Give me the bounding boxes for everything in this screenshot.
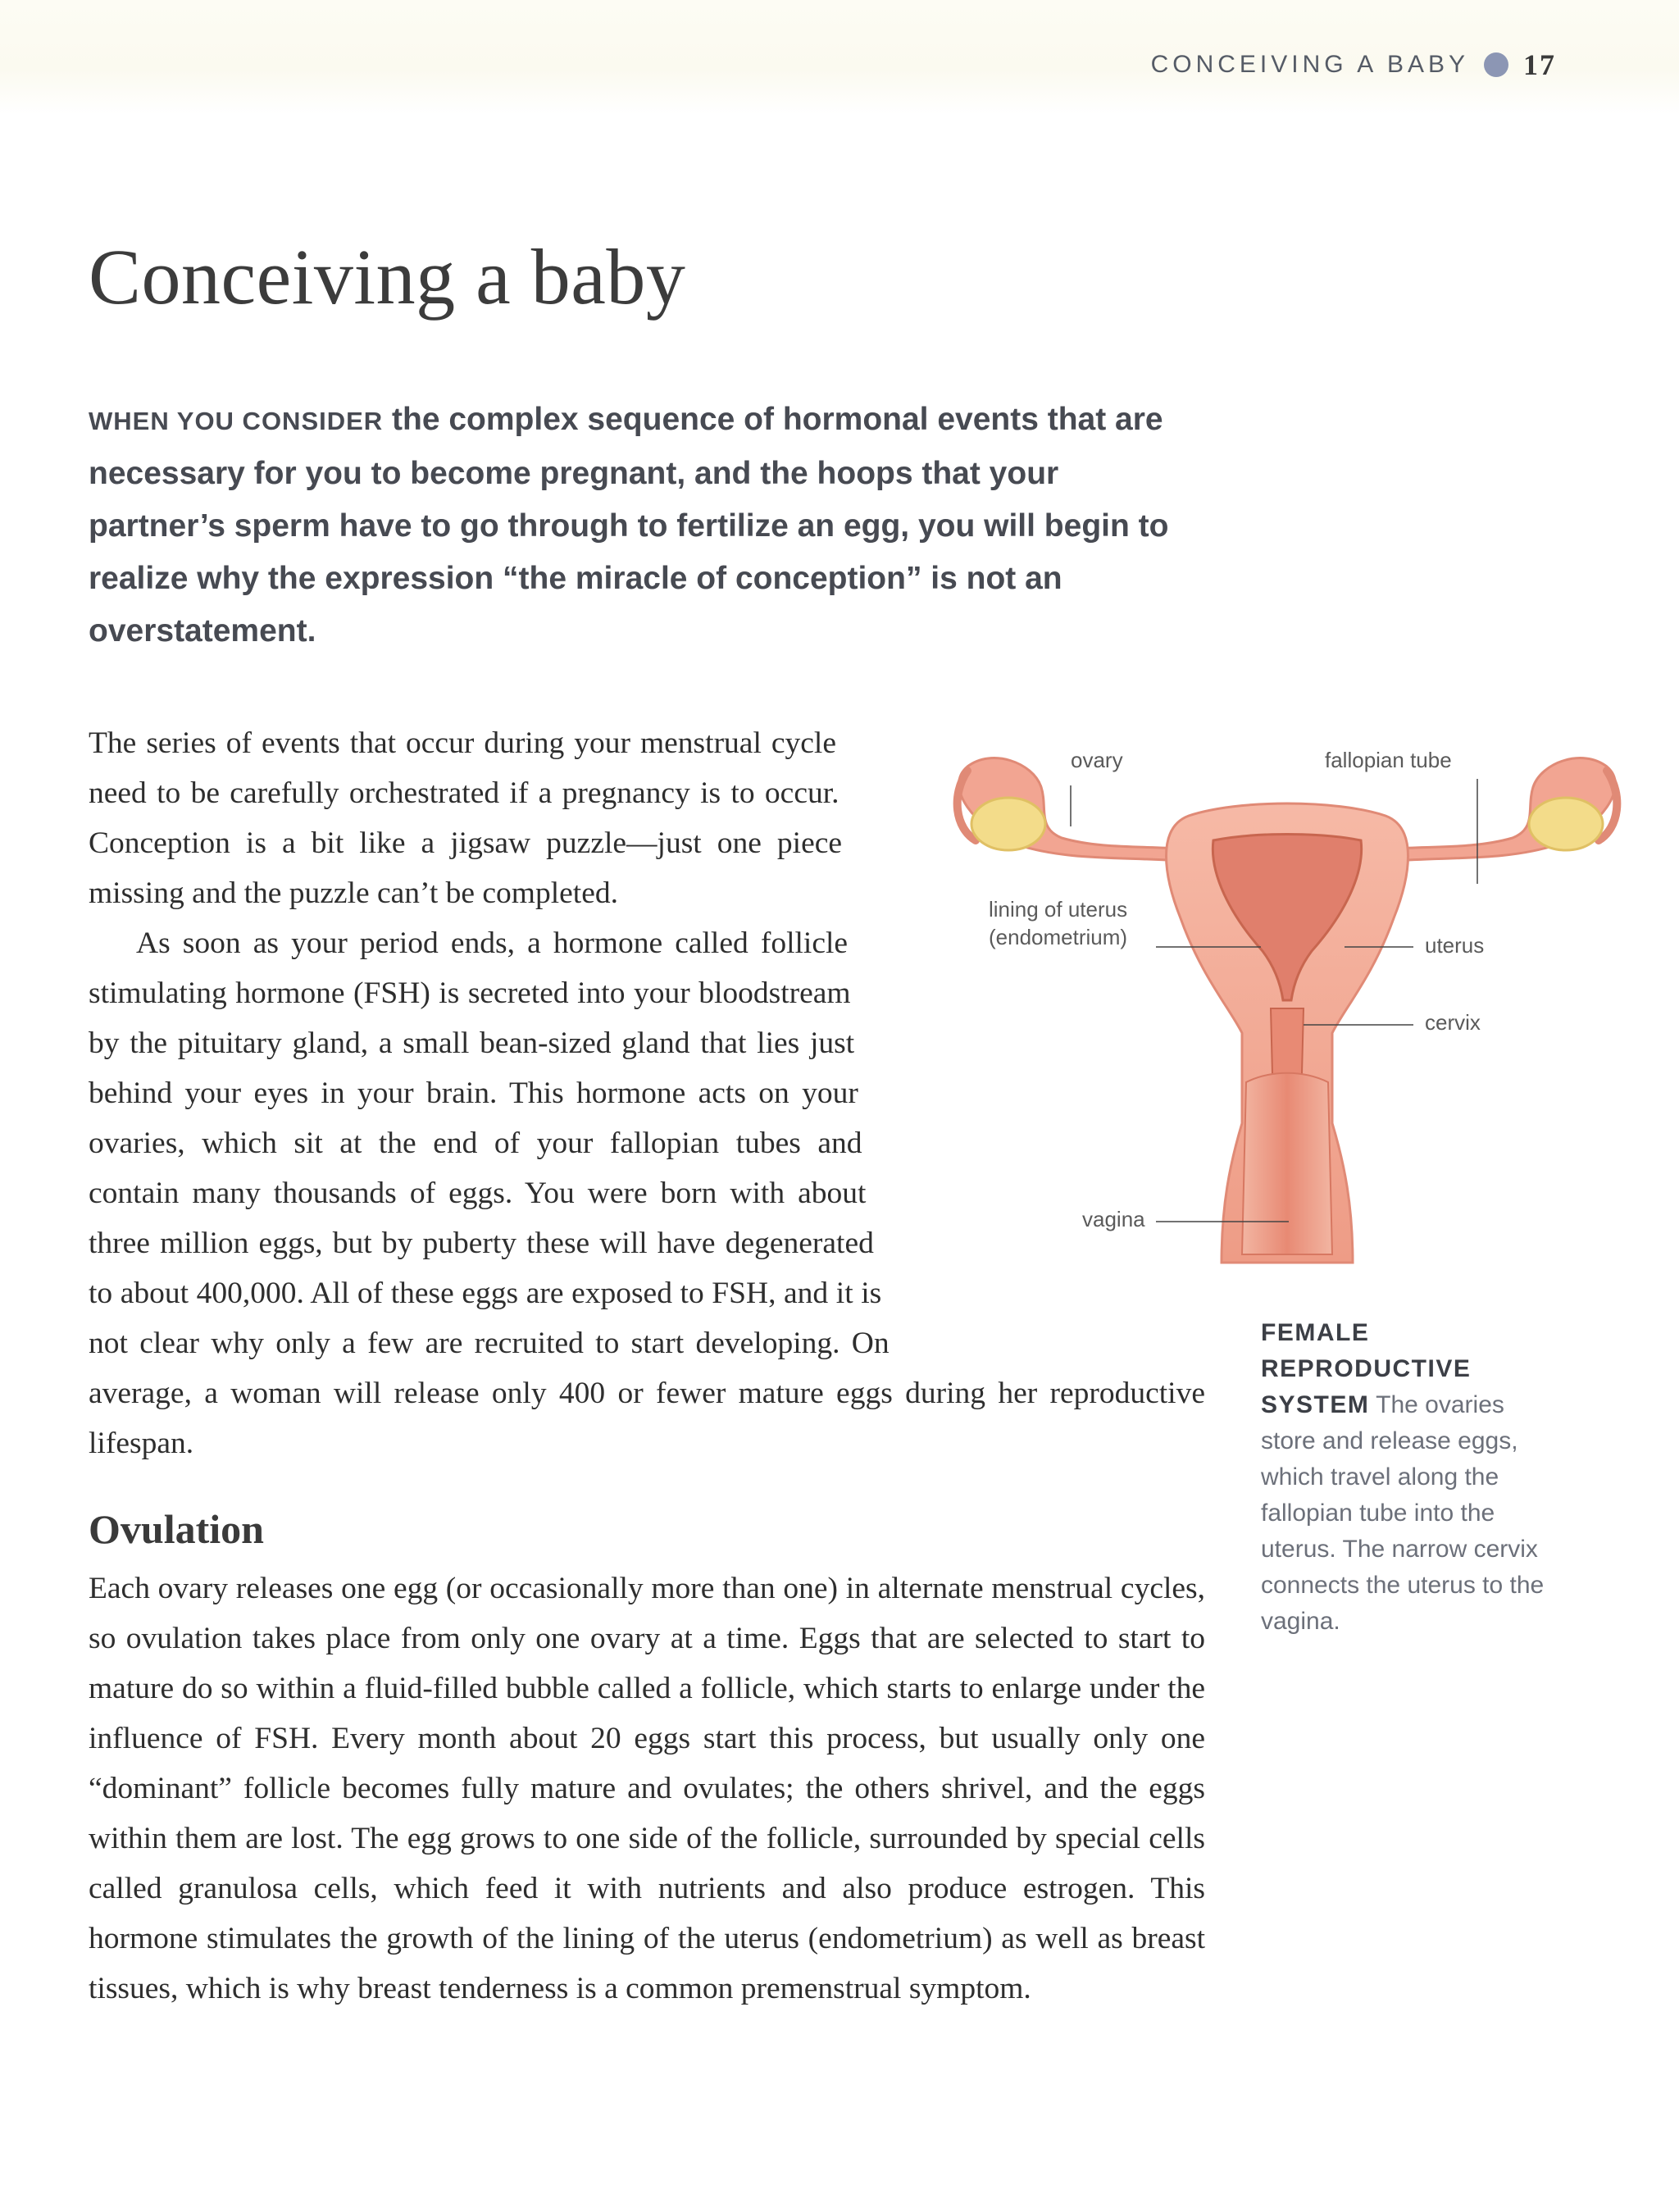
right-ovary <box>1529 798 1603 850</box>
label-lining-line2: (endometrium) <box>989 925 1128 949</box>
caption-title: FEMALE REPRODUCTIVE SYSTEM <box>1261 1319 1472 1418</box>
body-paragraph-2: As soon as your period ends, a hormone called follicle stimulating hormone (FSH) is secreted into your bloodstream by the pituitary gland, a small bean-sized gland that lies just behind your eyes in your brain. This hormone acts on your ovaries, which sit at the end of your fallopian tubes and contain many thousands of eggs. You were born with about three million eggs, but by puberty these will have degenerated to about 400,000. All of these eggs are exposed to FSH, and it is not clear why only a few are recruited to start developing. On average, a woman will release only 400 or fewer mature eggs during her reproductive lifespan. <box>89 926 1205 1460</box>
reproductive-system-illustration <box>918 738 1656 1312</box>
section-title: CONCEIVING A BABY <box>1150 51 1469 78</box>
intro-lead: WHEN YOU CONSIDER <box>89 407 384 435</box>
vagina-shape <box>1242 1073 1332 1254</box>
ovulation-paragraph: Each ovary releases one egg (or occasionally more than one) in alternate menstrual cycles, so ovulation takes place from only one ovary at a time. Eggs that are selected to start to mature do so within a fluid-filled bubble called a follicle, which starts to enlarge under the influence of FSH. Every month about 20 eggs start this process, but usually only one “dominant” follicle becomes fully mature and ovulates; the others shrivel, and the eggs within them are lost. The egg grows to one side of the follicle, surrounded by special cells called granulosa cells, which feed it with nutrients and also produce estrogen. This hormone stimulates the growth of the lining of the uterus (endometrium) as well as breast tissues, which is why breast tenderness is a common premenstrual symptom. <box>89 1572 1205 2005</box>
cervix-shape <box>1271 1008 1304 1074</box>
page-title: Conceiving a baby <box>89 233 686 321</box>
intro-text: the complex sequence of hormonal events that are necessary for you to become pregnant, and the hoops that your partner’s sperm have to go through to fertilize an egg, you will begin to realize why the expression “the miracle of conception” is not an overstatement. <box>89 402 1169 649</box>
body-paragraph-1: The series of events that occur during your menstrual cycle need to be carefully orchestrated if a pregnancy is to occur. Conception is a bit like a jigsaw puzzle—just one piece missing and the puzzle can’t be completed. <box>89 726 843 910</box>
bullet-dot-icon <box>1484 52 1508 77</box>
label-ovary: ovary <box>1071 748 1123 772</box>
figure-caption <box>1261 1315 1556 1640</box>
section-heading-ovulation: Ovulation <box>89 1506 264 1552</box>
page-number: 17 <box>1523 48 1556 81</box>
label-fallopian-tube: fallopian tube <box>1325 748 1452 772</box>
label-uterus: uterus <box>1425 933 1485 958</box>
label-lining-line1: lining of uterus <box>989 897 1128 922</box>
intro-paragraph <box>89 394 1171 658</box>
label-cervix: cervix <box>1425 1010 1481 1035</box>
caption-text: The ovaries store and release eggs, which travel along the fallopian tube into the uterus. The narrow cervix connects the uterus to the vagina. <box>1261 1391 1545 1635</box>
running-head <box>1151 48 1556 82</box>
label-vagina: vagina <box>1082 1207 1145 1231</box>
uterus-diagram <box>918 738 1656 1312</box>
left-ovary <box>971 798 1045 850</box>
